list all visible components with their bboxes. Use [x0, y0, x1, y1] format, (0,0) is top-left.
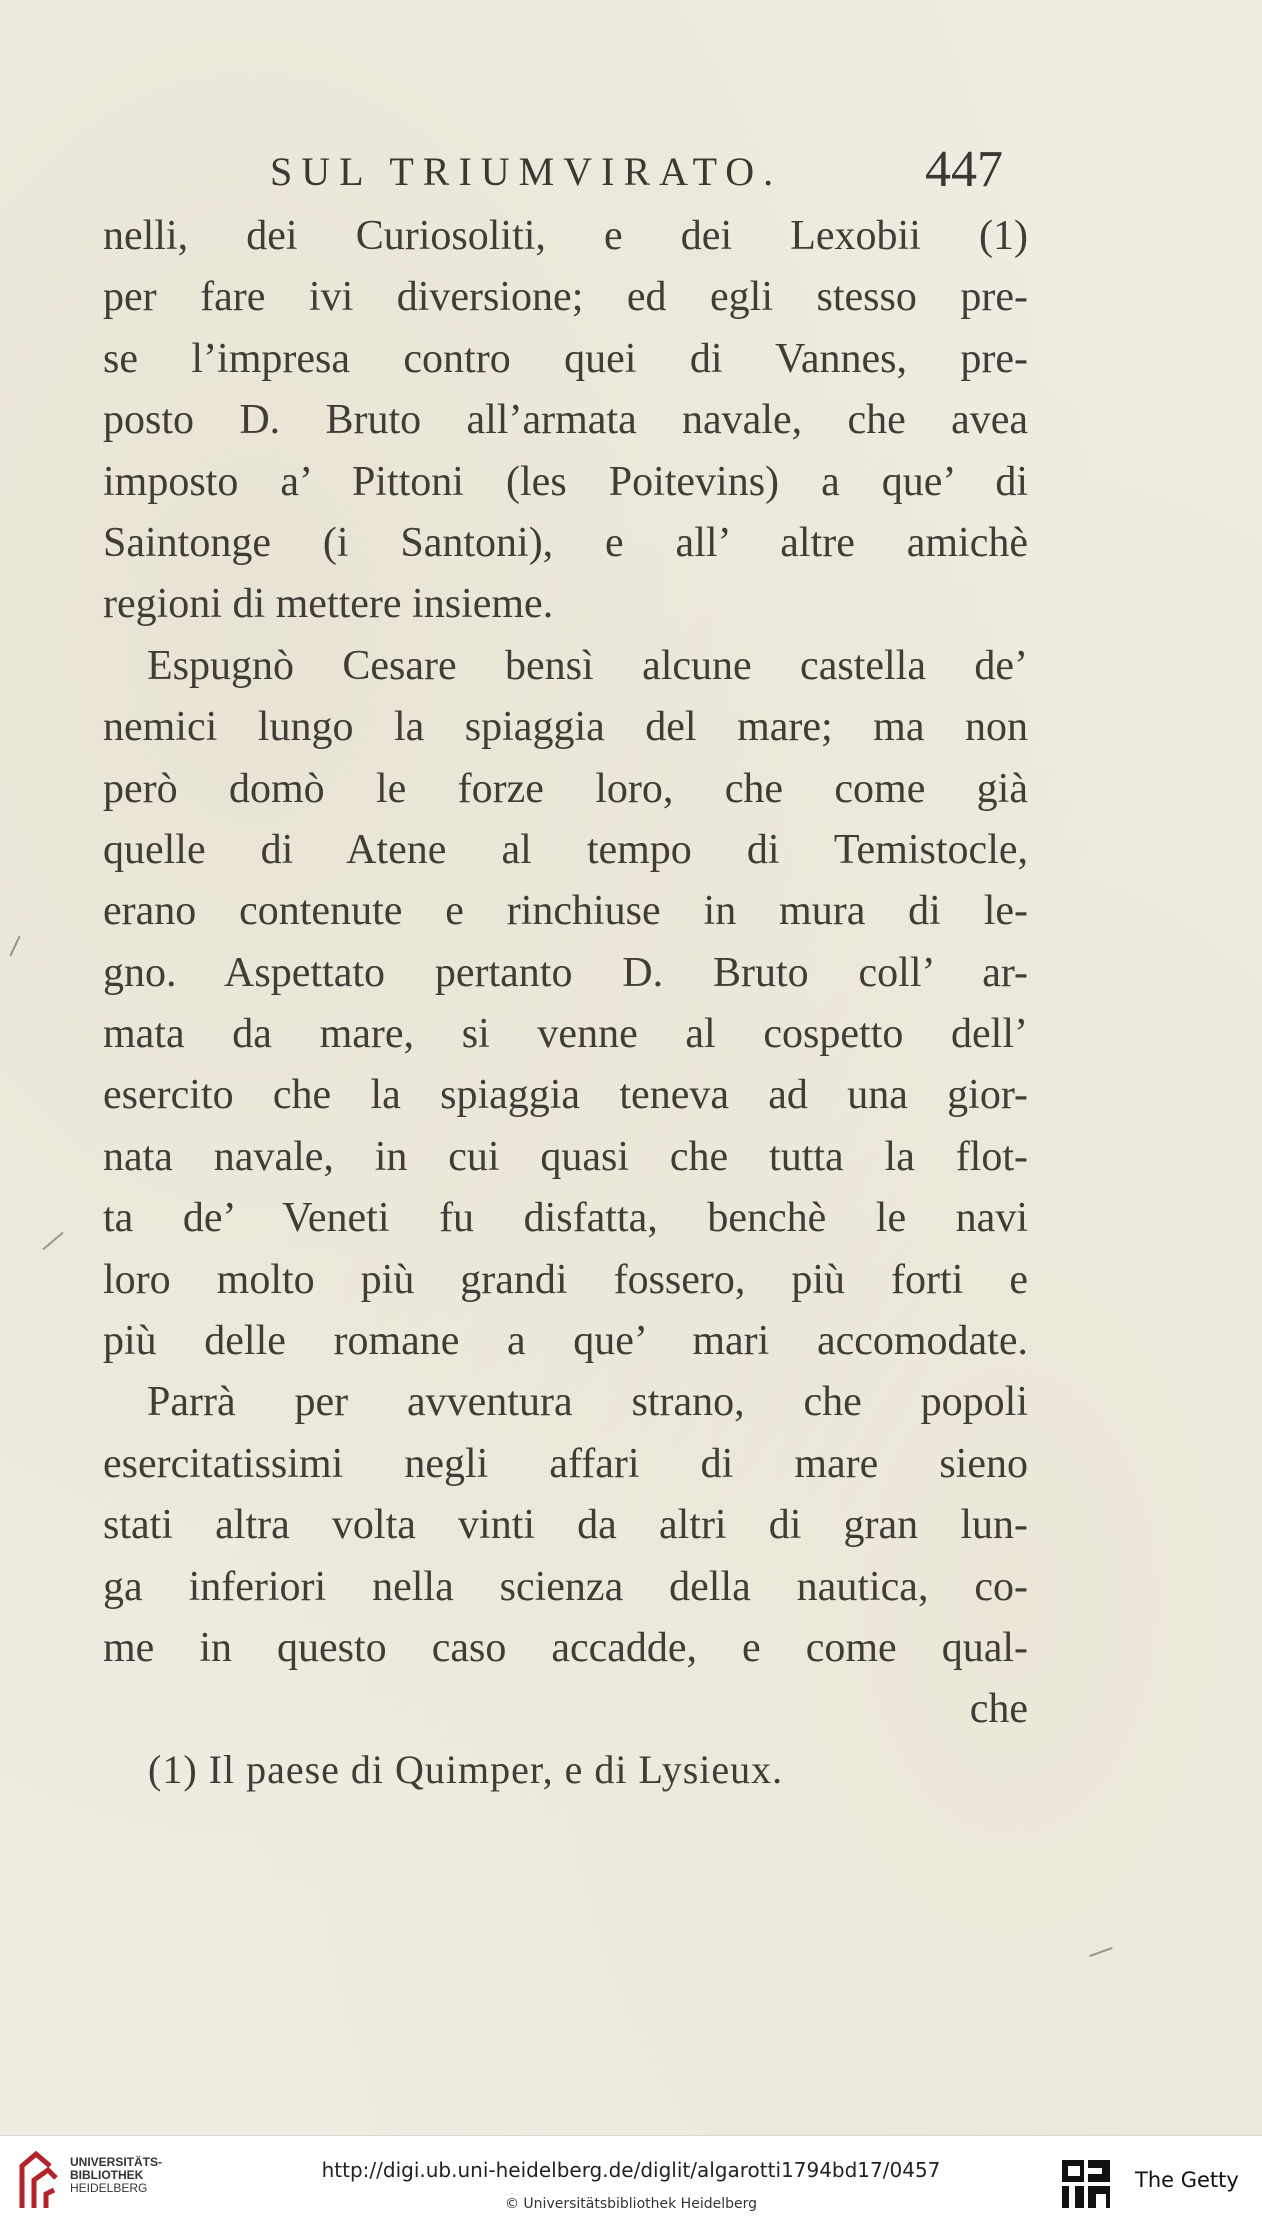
text-line: nelli, dei Curiosoliti, e dei Lexobii (1): [103, 213, 1028, 259]
viewer-footer: [0, 2135, 1262, 2225]
copyright-notice: © Universitätsbibliothek Heidelberg: [504, 2196, 757, 2212]
permalink-url[interactable]: http://digi.ub.uni-heidelberg.de/diglit/algarotti1794bd17/0457: [321, 2158, 941, 2182]
text-line: gno. Aspettato pertanto D. Bruto coll’ ar-: [103, 949, 1028, 996]
text-line: Parrà per avventura strano, che popoli: [147, 1379, 1028, 1426]
paper-mark: [42, 1232, 63, 1250]
text-line: Saintonge (i Santoni), e all’ altre amichè: [103, 519, 1028, 566]
text-line: ta de’ Veneti fu disfatta, benchè le navi: [103, 1195, 1028, 1242]
text-line: quelle di Atene al tempo di Temistocle,: [103, 826, 1028, 873]
text-line: me in questo caso accadde, e come qual-: [103, 1624, 1028, 1671]
text-line: se l’impresa contro quei di Vannes, pre-: [103, 335, 1028, 382]
institution-line: HEIDELBERG: [70, 2181, 148, 2195]
footnote: (1) Il paese di Quimper, e di Lysieux.: [148, 1747, 784, 1793]
text-line: mata da mare, si venne al cospetto dell’: [103, 1011, 1028, 1058]
text-line: ga inferiori nella scienza della nautica, co-: [103, 1563, 1028, 1610]
text-line: nata navale, in cui quasi che tutta la flot-: [103, 1133, 1028, 1180]
text-line: più delle romane a que’ mari accomodate.: [103, 1318, 1028, 1365]
institution-line: BIBLIOTHEK: [70, 2168, 144, 2182]
catchword-row: [103, 1679, 1028, 1740]
body-text: [103, 206, 1028, 1793]
institution-line: UNIVERSITÄTS-: [70, 2155, 163, 2169]
page-number: 447: [925, 141, 1003, 198]
paper-mark: [1089, 1947, 1112, 1957]
partner-name: The Getty: [1135, 2168, 1239, 2192]
catchword: che: [969, 1686, 1028, 1733]
running-head: SUL TRIUMVIRATO.: [270, 149, 783, 194]
text-line: esercito che la spiaggia teneva ad una gior-: [103, 1072, 1028, 1119]
text-line: erano contenute e rinchiuse in mura di le-: [103, 888, 1028, 935]
text-line: imposto a’ Pittoni (les Poitevins) a que’ di: [103, 458, 1028, 505]
text-line: loro molto più grandi fossero, più forti e: [103, 1256, 1028, 1303]
text-line: nemici lungo la spiaggia del mare; ma non: [103, 704, 1028, 751]
getty-logo-icon[interactable]: [1060, 2158, 1114, 2212]
text-line: esercitatissimi negli affari di mare sieno: [103, 1440, 1028, 1487]
paper-mark: [9, 936, 20, 957]
text-line: Espugnò Cesare bensì alcune castella de’: [147, 642, 1028, 689]
text-line: regioni di mettere insieme.: [103, 581, 554, 628]
text-line: però domò le forze loro, che come già: [103, 765, 1028, 812]
text-line: per fare ivi diversione; ed egli stesso pre-: [103, 274, 1028, 321]
text-line: stati altra volta vinti da altri di gran lun-: [103, 1502, 1028, 1549]
text-line: posto D. Bruto all’armata navale, che avea: [103, 397, 1028, 444]
